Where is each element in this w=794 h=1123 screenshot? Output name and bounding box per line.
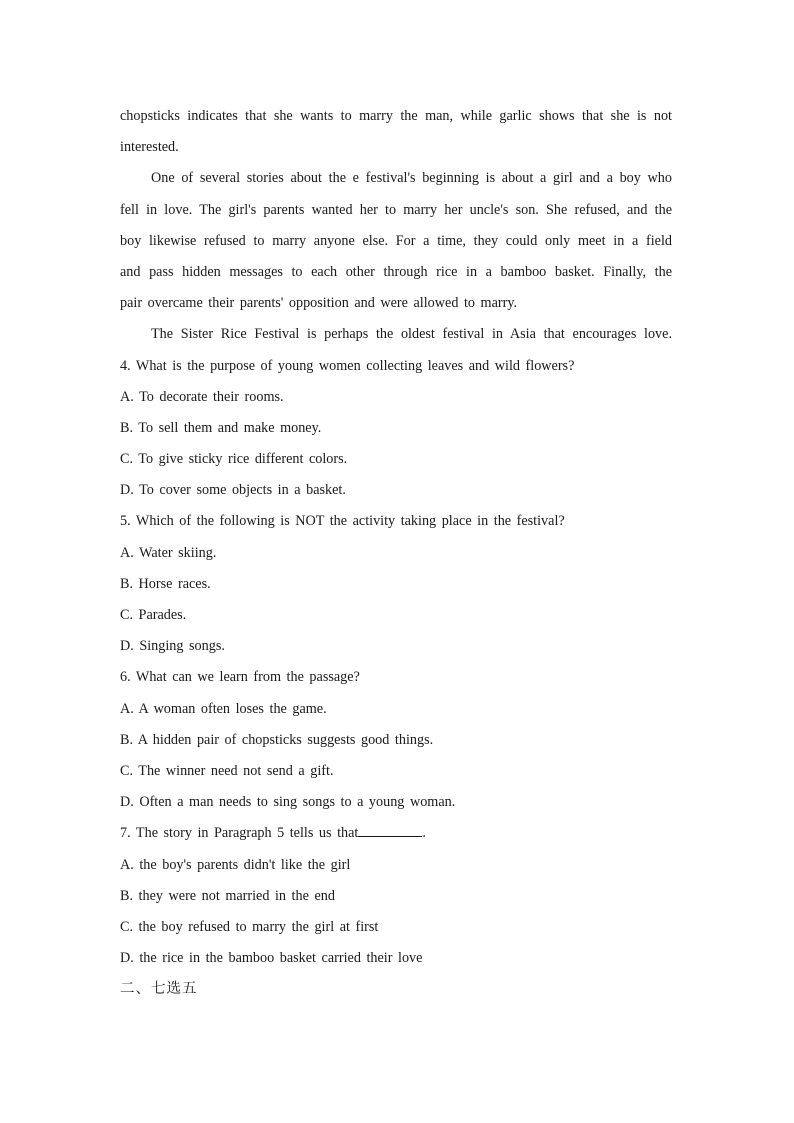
question-4-option-a: A. To decorate their rooms. — [120, 388, 284, 405]
question-5-option-b: B. Horse races. — [120, 575, 211, 592]
document-page — [120, 101, 672, 1005]
passage-line: chopsticks indicates that she wants to marry the man, while garlic shows that she is not — [120, 108, 672, 124]
passage-line: boy likewise refused to marry anyone else. For a time, they could only meet in a field — [120, 232, 672, 249]
section-heading: 二、七选五 — [120, 981, 198, 998]
passage-line: fell in love. The girl's parents wanted her to marry her uncle's son. She refused, and the — [120, 201, 672, 218]
passage-line: interested. — [120, 139, 179, 156]
question-7-stem — [120, 818, 672, 849]
question-4-option-d: D. To cover some objects in a basket. — [120, 482, 346, 499]
question-4-stem: 4. What is the purpose of young women collecting leaves and wild flowers? — [120, 357, 575, 374]
question-6-option-c: C. The winner need not send a gift. — [120, 762, 334, 779]
question-7-option-c: C. the boy refused to marry the girl at first — [120, 918, 379, 935]
question-6-option-d: D. Often a man needs to sing songs to a young woman. — [120, 794, 456, 811]
answer-blank — [358, 824, 422, 837]
question-7-option-d: D. the rice in the bamboo basket carried their love — [120, 950, 423, 967]
question-7-option-a: A. the boy's parents didn't like the girl — [120, 856, 351, 873]
passage-line: One of several stories about the e festival's beginning is about a girl and a boy who — [151, 170, 672, 187]
question-6-option-a: A. A woman often loses the game. — [120, 700, 327, 717]
passage-line: pair overcame their parents' opposition and were allowed to marry. — [120, 295, 518, 312]
question-4-option-c: C. To give sticky rice different colors. — [120, 451, 348, 468]
question-5-option-c: C. Parades. — [120, 607, 187, 623]
passage-line: and pass hidden messages to each other through rice in a bamboo basket. Finally, the — [120, 263, 672, 280]
question-7-option-b: B. they were not married in the end — [120, 887, 335, 904]
question-5-option-a: A. Water skiing. — [120, 544, 217, 561]
question-7-stem-text: 7. The story in Paragraph 5 tells us that — [120, 825, 359, 842]
question-5-stem: 5. Which of the following is NOT the activity taking place in the festival? — [120, 513, 565, 530]
question-5-option-d: D. Singing songs. — [120, 638, 225, 655]
question-6-stem: 6. What can we learn from the passage? — [120, 669, 360, 686]
passage-line: The Sister Rice Festival is perhaps the oldest festival in Asia that encourages love. — [151, 326, 672, 343]
question-6-option-b: B. A hidden pair of chopsticks suggests good things. — [120, 731, 434, 748]
question-4-option-b: B. To sell them and make money. — [120, 419, 322, 436]
question-7-stem-end: . — [422, 825, 426, 842]
